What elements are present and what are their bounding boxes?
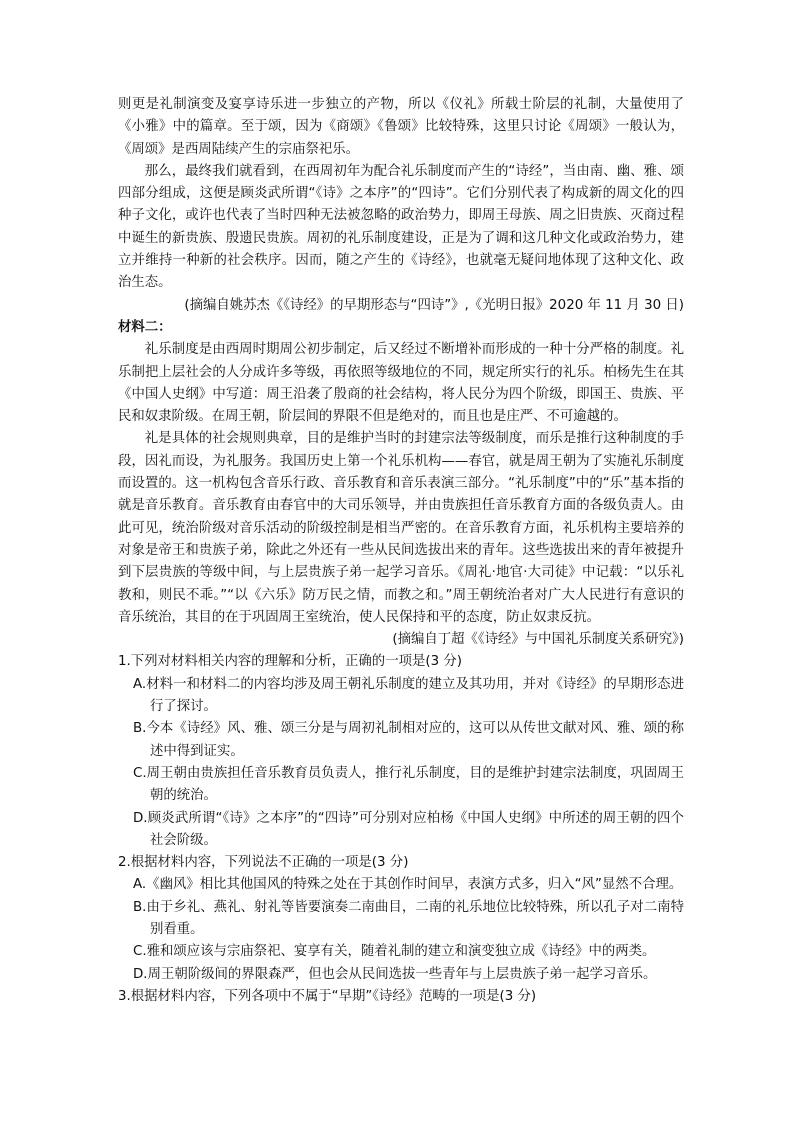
material1-source: (摘编自姚苏杰《《诗经》的早期形态与“四诗”》,《光明日报》2020 年 11 月 30 日) bbox=[184, 297, 684, 313]
material2-paragraph-2: 礼是具体的社会规则典章，目的是维护当时的封建宗法等级制度，而乐是推行这种制度的手段，因礼而设，为礼服务。我国历史上第一个礼乐机构——春官，就是周王朝为了实施礼乐制度而设置的。这一机构包含音乐行政、音乐教育和音乐表演三部分。“礼乐制度”中的“乐”基本指的就是音乐教育。音乐教育由春官中的大司乐领导，并由贵族担任音乐教育方面的各级负责人。由此可见，统治阶级对音乐活动的阶级控制是相当严密的。在音乐教育方面，礼乐机构主要培养的对象是帝王和贵族子弟，除此之外还有一些从民间选拔出来的青年。这些选拔出来的青年被提升到下层贵族的等级中间，与上层贵族子弟一起学习音乐。《周礼·地官·大司徒》中记载：“以乐礼教和，则民不乖。”“以《六乐》防万民之情，而教之和。”周王朝统治者对广大人民进行有意识的音乐统治，其目的在于巩固周王室统治，使人民保持和平的态度，防止奴隶反抗。 bbox=[118, 431, 684, 625]
question-option-d: D.顾炎武所谓“《诗》之本序”的“四诗”可分别对应柏杨《中国人史纲》中所述的周王朝的四个社会阶级。 bbox=[133, 810, 684, 848]
question-option-d: D.周王朝阶级间的界限森严，但也会从民间选拔一些青年与上层贵族子弟一起学习音乐。 bbox=[133, 966, 657, 982]
material2-paragraph-1: 礼乐制度是由西周时期周公初步制定，后又经过不断增补而形成的一种十分严格的制度。礼乐制把上层社会的人分成许多等级，再依照等级地位的不同，规定所实行的礼乐。柏杨先生在其《中国人史纲》中写道：周王沿袭了殷商的社会结构，将人民分为四个阶级，即国王、贵族、平民和奴隶阶级。在周王朝，阶层间的界限不但是绝对的，而且也是庄严、不可逾越的。 bbox=[118, 342, 684, 425]
question-option-c: C.周王朝由贵族担任音乐教育员负责人，推行礼乐制度，目的是维护封建宗法制度，巩固周王朝的统治。 bbox=[133, 765, 684, 804]
question-2 bbox=[118, 852, 684, 986]
question-option-b: B.今本《诗经》风、雅、颂三分是与周初礼制相对应的，这可以从传世文献对风、雅、颂的称述中得到证实。 bbox=[133, 721, 684, 759]
material2-heading: 材料二： bbox=[118, 319, 172, 335]
question-3 bbox=[118, 986, 684, 1008]
question-stem: 2.根据材料内容，下列说法不正确的一项是(3 分) bbox=[118, 855, 409, 871]
question-option-b: B.由于乡礼、燕礼、射礼等皆要演奏二南曲目，二南的礼乐地位比较特殊，所以孔子对二南特别看重。 bbox=[133, 899, 684, 937]
question-option-a: A.材料一和材料二的内容均涉及周王朝礼乐制度的建立及其功用，并对《诗经》的早期形态进行了探讨。 bbox=[133, 676, 684, 715]
exam-page bbox=[118, 94, 684, 1008]
question-option-a: A.《幽风》相比其他国风的特殊之处在于其创作时间早，表演方式多，归入“风”显然不合理。 bbox=[133, 877, 683, 893]
question-option-c: C.雅和颂应该与宗庙祭祀、宴享有关，随着礼制的建立和演变独立成《诗经》中的两类。 bbox=[133, 944, 656, 960]
question-1 bbox=[118, 651, 684, 852]
question-stem: 1.下列对材料相关内容的理解和分析，正确的一项是(3 分) bbox=[118, 654, 462, 670]
question-stem: 3.根据材料内容，下列各项中不属于“早期”《诗经》范畴的一项是(3 分) bbox=[118, 988, 537, 1004]
material2-source: (摘编自丁超《《诗经》与中国礼乐制度关系研究》) bbox=[392, 632, 684, 648]
material1-paragraph-2: 那么，最终我们就看到，在西周初年为配合礼乐制度而产生的“诗经”，当由南、幽、雅、颂四部分组成，这便是顾炎武所谓“《诗》之本序”的“四诗”。它们分别代表了构成新的周文化的四种子文化，或许也代表了当时四种无法被忽略的政治势力，即周王母族、周之旧贵族、灭商过程中诞生的新贵族、殷遗民贵族。周初的礼乐制度建设，正是为了调和这几种文化或政治势力，建立并维持一种新的社会秩序。因而，随之产生的《诗经》，也就毫无疑问地体现了这种文化、政治生态。 bbox=[118, 163, 684, 291]
material1-paragraph-tail: 则更是礼制演变及宴享诗乐进一步独立的产物，所以《仪礼》所载士阶层的礼制，大量使用了《小雅》中的篇章。至于颂，因为《商颂》《鲁颂》比较特殊，这里只讨论《周颂》一般认为，《周颂》是西周陆续产生的宗庙祭祀乐。 bbox=[118, 97, 684, 157]
